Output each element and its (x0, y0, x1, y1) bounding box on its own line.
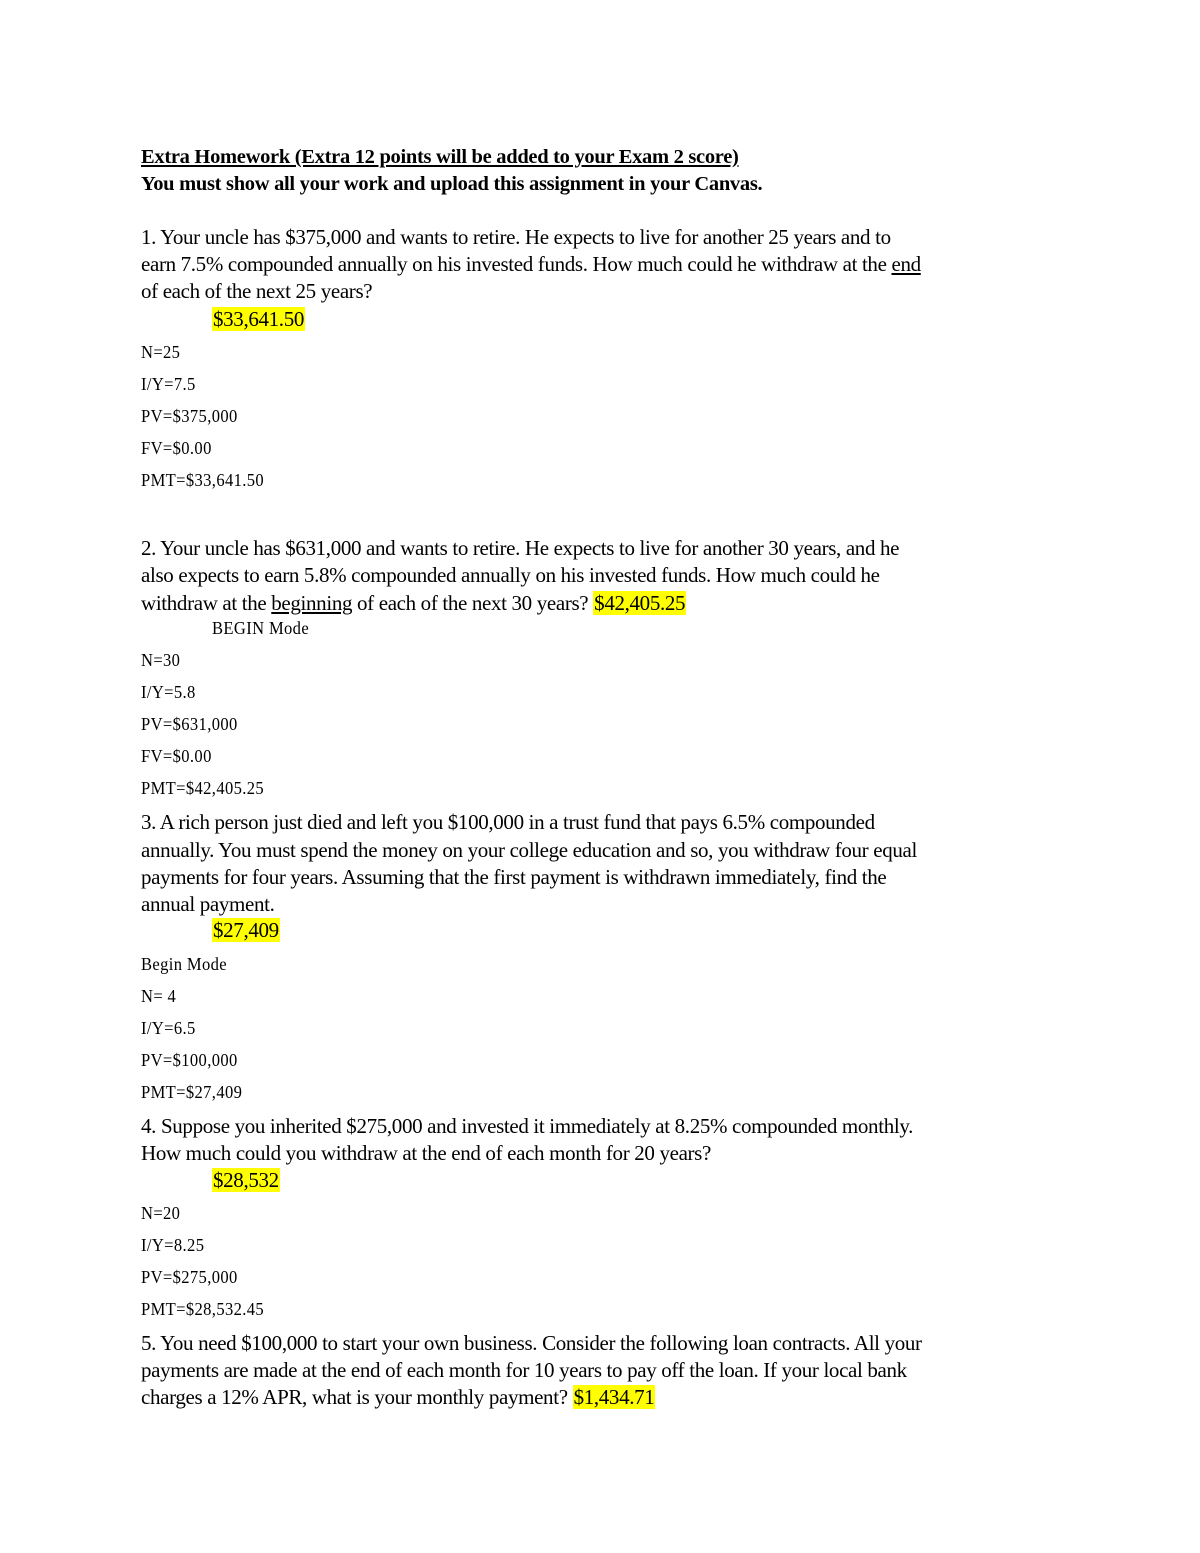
calc-line: PMT=$42,405.25 (141, 778, 265, 798)
problem-2-line-3: withdraw at the beginning of each of the next 30 years? $42,405.25 (141, 591, 686, 615)
problem-5-line-1: 5. You need $100,000 to start your own business. Consider the following loan contracts. All your (141, 1331, 922, 1355)
calc-line: I/Y=6.5 (141, 1018, 196, 1038)
answer-highlight: $33,641.50 (213, 307, 305, 331)
calc-line: PV=$100,000 (141, 1050, 238, 1070)
calc-line: PMT=$28,532.45 (141, 1299, 265, 1319)
underlined-word: end (891, 252, 921, 276)
problem-1-line-3: of each of the next 25 years? (141, 279, 373, 303)
calc-mode: Begin Mode (141, 954, 228, 974)
problem-2-line-2: also expects to earn 5.8% compounded annually on his invested funds. How much could he (141, 563, 880, 587)
answer-highlight: $1,434.71 (573, 1385, 655, 1409)
problem-3-line-2: annually. You must spend the money on your college education and so, you withdraw four equal (141, 838, 917, 862)
assignment-title: Extra Homework (Extra 12 points will be added to your Exam 2 score) (141, 146, 739, 168)
calc-line: I/Y=8.25 (141, 1235, 205, 1255)
problem-3-answer (212, 917, 280, 944)
calc-line: FV=$0.00 (141, 746, 212, 766)
problem-1-line-2: earn 7.5% compounded annually on his invested funds. How much could he withdraw at the end (141, 252, 921, 276)
calc-line: I/Y=7.5 (141, 374, 196, 394)
calc-line: N=20 (141, 1203, 181, 1223)
calc-line: N= 4 (141, 986, 177, 1006)
calc-line: FV=$0.00 (141, 438, 212, 458)
assignment-instructions: You must show all your work and upload this assignment in your Canvas. (141, 173, 763, 195)
calc-line: PV=$275,000 (141, 1267, 238, 1287)
calc-line: PMT=$33,641.50 (141, 470, 265, 490)
answer-highlight: $27,409 (213, 918, 279, 942)
calc-line: PV=$631,000 (141, 714, 238, 734)
calc-mode: BEGIN Mode (212, 618, 310, 638)
calc-line: I/Y=5.8 (141, 682, 196, 702)
problem-5-line-3: charges a 12% APR, what is your monthly payment? $1,434.71 (141, 1385, 655, 1409)
underlined-word: beginning (271, 591, 353, 615)
calc-line: PMT=$27,409 (141, 1082, 243, 1102)
calc-line: PV=$375,000 (141, 406, 238, 426)
calc-line: N=25 (141, 342, 181, 362)
problem-3-line-1: 3. A rich person just died and left you $100,000 in a trust fund that pays 6.5% compounded (141, 810, 875, 834)
answer-highlight: $28,532 (213, 1168, 279, 1192)
problem-3-line-4: annual payment. (141, 892, 275, 916)
problem-1-answer (212, 306, 305, 333)
problem-2-line-1: 2. Your uncle has $631,000 and wants to retire. He expects to live for another 30 years, and he (141, 536, 900, 560)
calc-line: N=30 (141, 650, 181, 670)
answer-highlight: $42,405.25 (594, 591, 686, 615)
problem-4-line-1: 4. Suppose you inherited $275,000 and invested it immediately at 8.25% compounded monthly. (141, 1114, 914, 1138)
problem-4-line-2: How much could you withdraw at the end of each month for 20 years? (141, 1141, 711, 1165)
problem-1-line-1: 1. Your uncle has $375,000 and wants to retire. He expects to live for another 25 years and to (141, 225, 891, 249)
problem-3-line-3: payments for four years. Assuming that the first payment is withdrawn immediately, find the (141, 865, 887, 889)
problem-5-line-2: payments are made at the end of each month for 10 years to pay off the loan. If your local bank (141, 1358, 907, 1382)
problem-4-answer (212, 1167, 280, 1194)
